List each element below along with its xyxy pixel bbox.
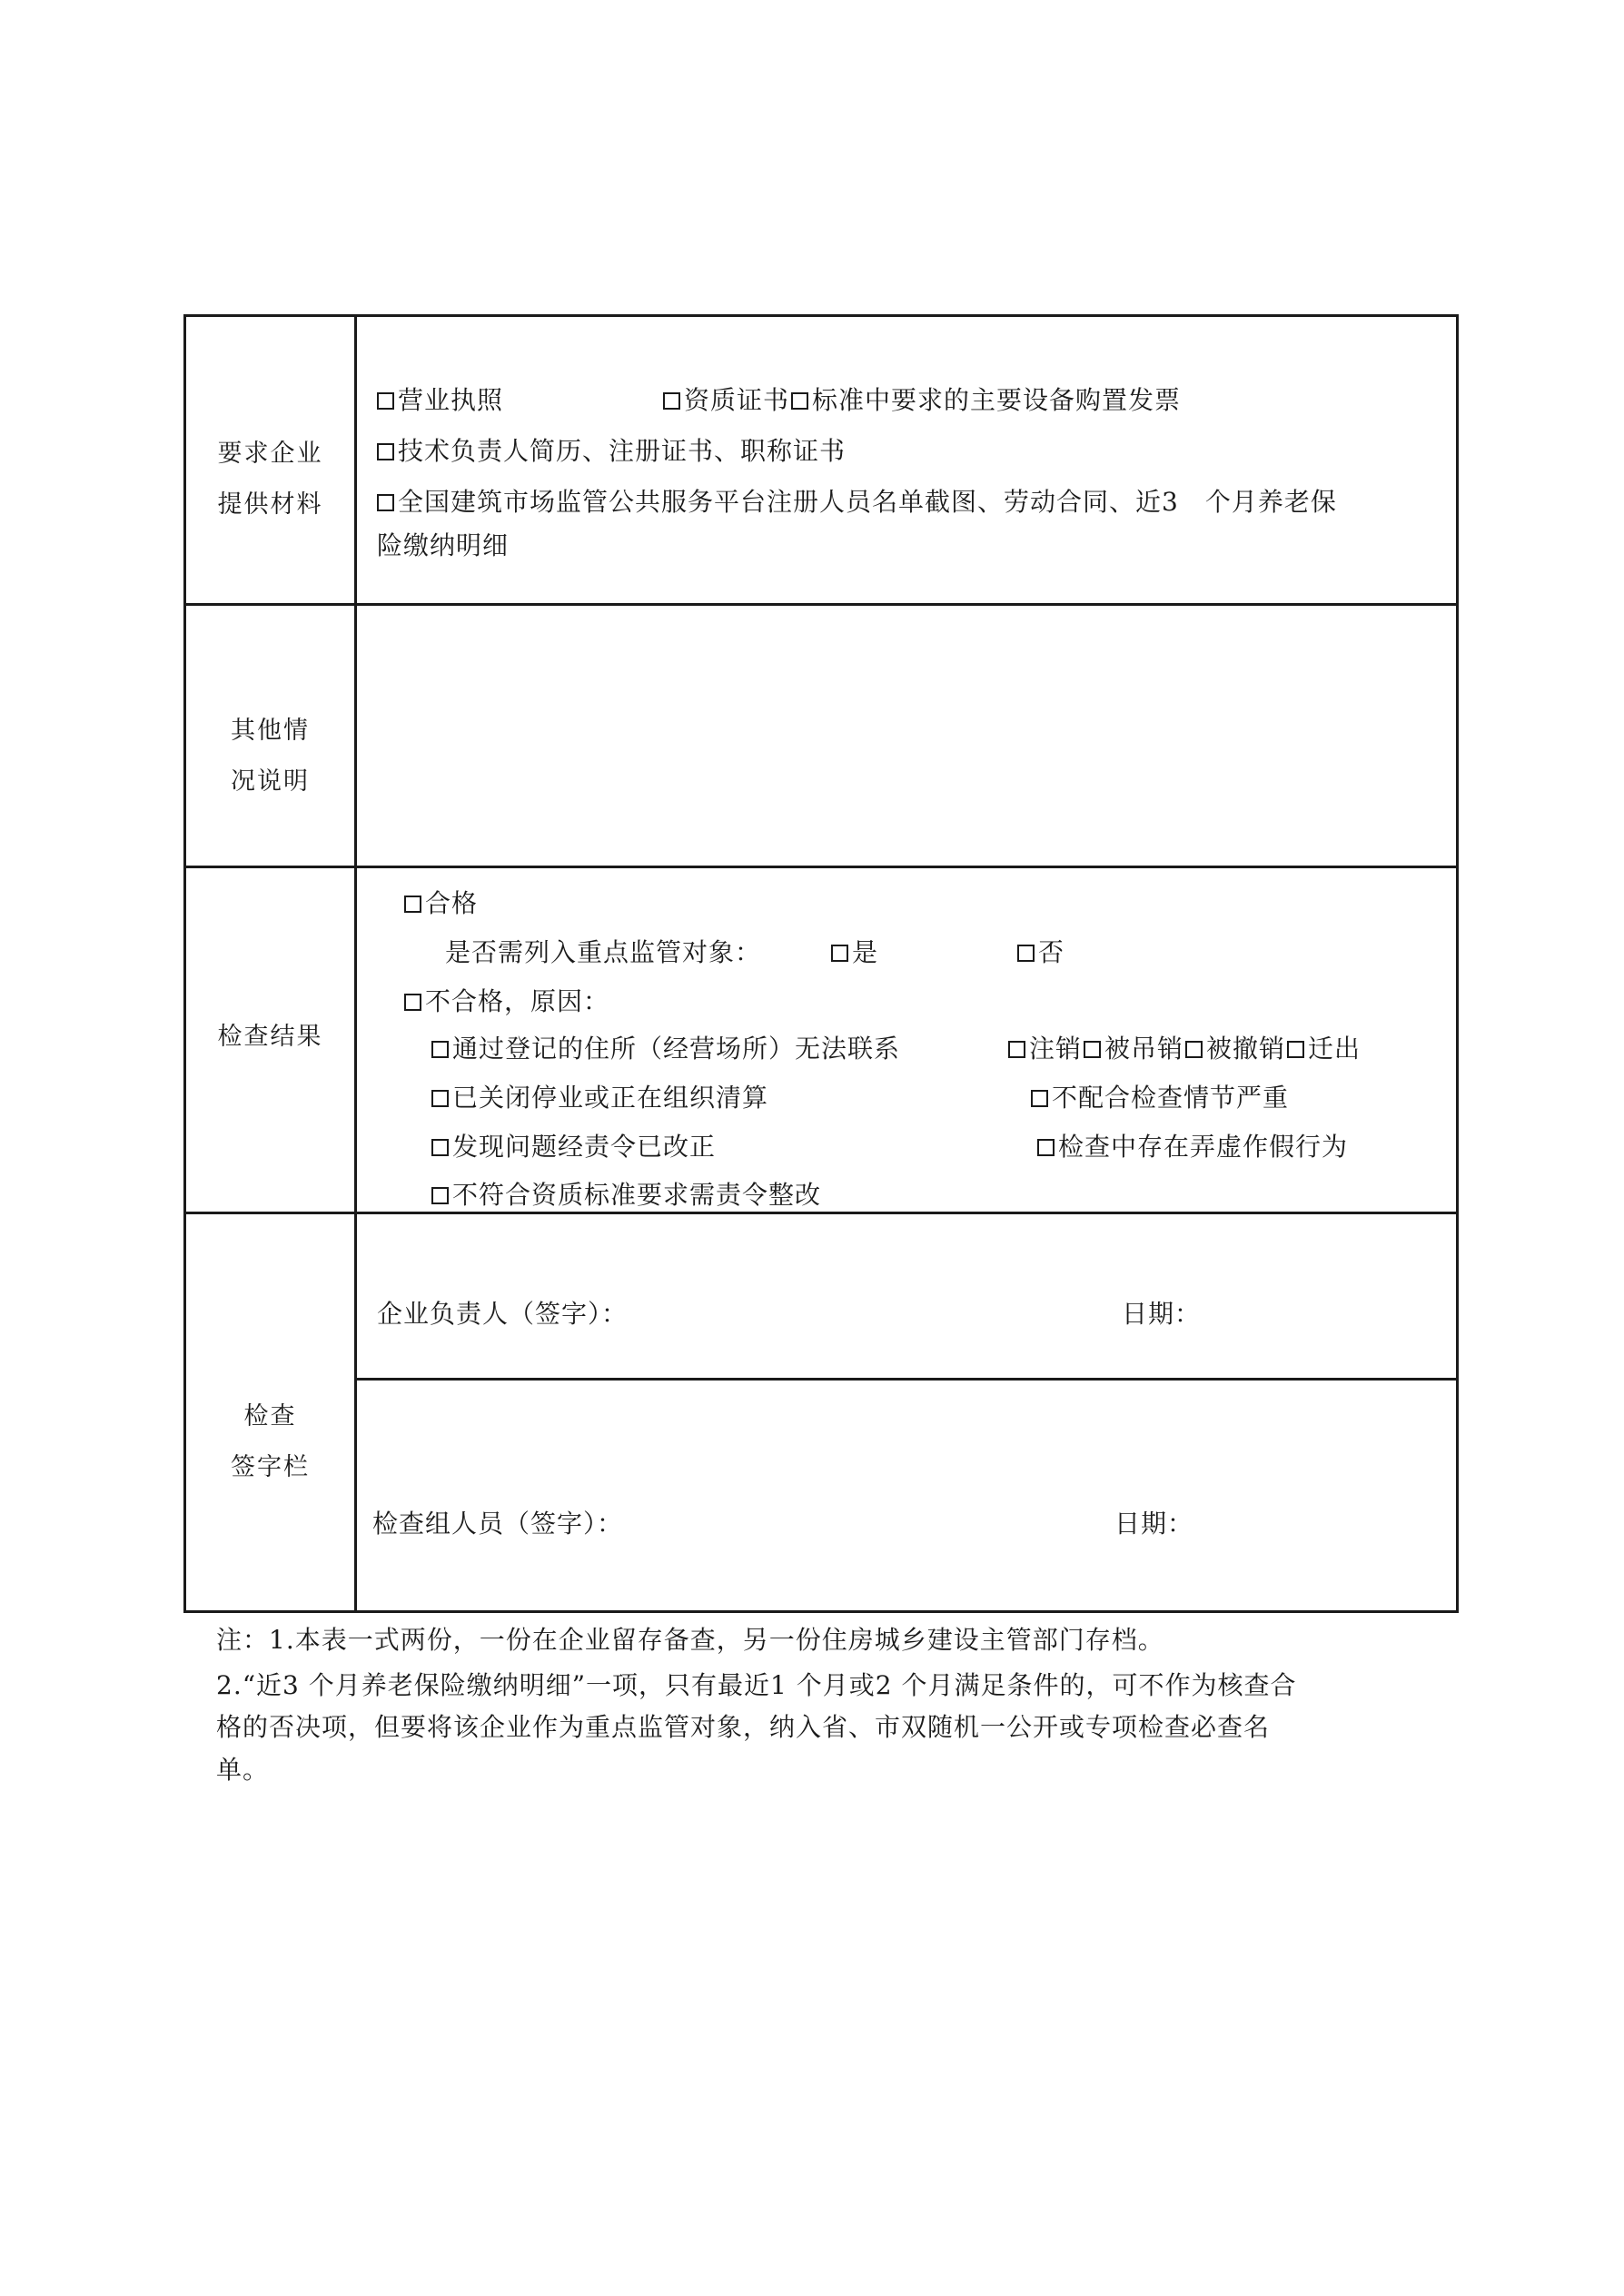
- checkbox-withdrawn[interactable]: [1185, 1041, 1203, 1058]
- checkbox-fraud[interactable]: [1037, 1139, 1055, 1156]
- signature-label: 检查 签字栏: [231, 1402, 310, 1481]
- other-situation-label: 其他情 况说明: [231, 717, 310, 796]
- row-divider: [186, 866, 1456, 868]
- column-divider: [354, 317, 357, 1610]
- business-license-item: 营业执照: [377, 381, 503, 417]
- row-divider: [186, 603, 1456, 606]
- reason-corrected: 发现问题经责令已改正: [431, 1127, 716, 1163]
- inspector-date: 日期：: [1114, 1509, 1194, 1539]
- row-divider: [186, 1212, 1456, 1214]
- reason-fraud: 检查中存在弄虚作假行为: [1037, 1127, 1348, 1163]
- checkbox-technical-lead-docs[interactable]: [377, 443, 394, 460]
- inspection-form-table: [183, 314, 1459, 1613]
- checkbox-business-license[interactable]: [377, 392, 394, 410]
- checkbox-registered-personnel[interactable]: [377, 494, 394, 511]
- registered-personnel-item: 全国建筑市场监管公共服务平台注册人员名单截图、劳动合同、近3 个月养老保: [377, 482, 1337, 519]
- enterprise-signature-field[interactable]: [622, 1287, 1076, 1327]
- checkbox-cancelled[interactable]: [1008, 1041, 1025, 1058]
- checkbox-revoked[interactable]: [1084, 1041, 1101, 1058]
- enterprise-date: 日期：: [1122, 1299, 1202, 1329]
- reason-closed: 已关闭停业或正在组织清算: [431, 1078, 768, 1114]
- materials-label: 要求企业 提供材料: [217, 440, 323, 519]
- checkbox-corrected[interactable]: [431, 1139, 449, 1156]
- note-line-4: 单。: [216, 1755, 270, 1785]
- enterprise-date-field[interactable]: [1203, 1287, 1449, 1327]
- key-supervision-no: 否: [1017, 933, 1065, 969]
- inspector-signature-field[interactable]: [622, 1497, 1076, 1537]
- checkbox-nonconforming[interactable]: [431, 1187, 449, 1204]
- checkbox-closed[interactable]: [431, 1090, 449, 1107]
- reason-deregistered-group: 注销 被吊销 被撤销 迁出: [1008, 1029, 1361, 1065]
- checkbox-unreachable[interactable]: [431, 1041, 449, 1058]
- checkbox-equipment-invoice[interactable]: [791, 392, 808, 410]
- note-line-3: 格的否决项，但要将该企业作为重点监管对象，纳入省、市双随机一公开或专项检查必查名: [216, 1712, 1271, 1742]
- checkbox-qualification-certificate[interactable]: [663, 392, 680, 410]
- inspector-signature: 检查组人员（签字）：: [372, 1509, 624, 1539]
- enterprise-signature: 企业负责人（签字）：: [377, 1299, 629, 1329]
- checkbox-fail[interactable]: [404, 994, 421, 1011]
- checkbox-relocated[interactable]: [1287, 1041, 1304, 1058]
- pass-option: 合格: [404, 884, 478, 920]
- qualification-certificate-item: 资质证书 标准中要求的主要设备购置发票: [663, 381, 1181, 417]
- key-supervision-question: 是否需列入重点监管对象：: [445, 937, 762, 967]
- key-supervision-yes: 是: [831, 933, 878, 969]
- checkbox-yes[interactable]: [831, 945, 848, 962]
- reason-unreachable: 通过登记的住所（经营场所）无法联系: [431, 1029, 900, 1065]
- note-line-2: 2.“近3 个月养老保险缴纳明细”一项，只有最近1 个月或2 个月满足条件的，可不作为核查合: [216, 1670, 1297, 1700]
- inspector-date-field[interactable]: [1196, 1497, 1441, 1537]
- result-label: 检查结果: [217, 1023, 323, 1051]
- checkbox-uncooperative[interactable]: [1031, 1090, 1048, 1107]
- reason-uncooperative: 不配合检查情节严重: [1031, 1078, 1289, 1114]
- other-situation-field[interactable]: [359, 608, 1452, 862]
- technical-lead-item: 技术负责人简历、注册证书、职称证书: [377, 431, 846, 468]
- signature-row-divider: [354, 1378, 1456, 1381]
- note-line-1: 注：1.本表一式两份，一份在企业留存备查，另一份住房城乡建设主管部门存档。: [216, 1625, 1164, 1655]
- reason-nonconforming: 不符合资质标准要求需责令整改: [431, 1175, 821, 1212]
- checkbox-pass[interactable]: [404, 896, 421, 913]
- registered-personnel-item-continued: 险缴纳明细: [377, 530, 510, 560]
- checkbox-no[interactable]: [1017, 945, 1035, 962]
- fail-option: 不合格，原因：: [404, 982, 609, 1018]
